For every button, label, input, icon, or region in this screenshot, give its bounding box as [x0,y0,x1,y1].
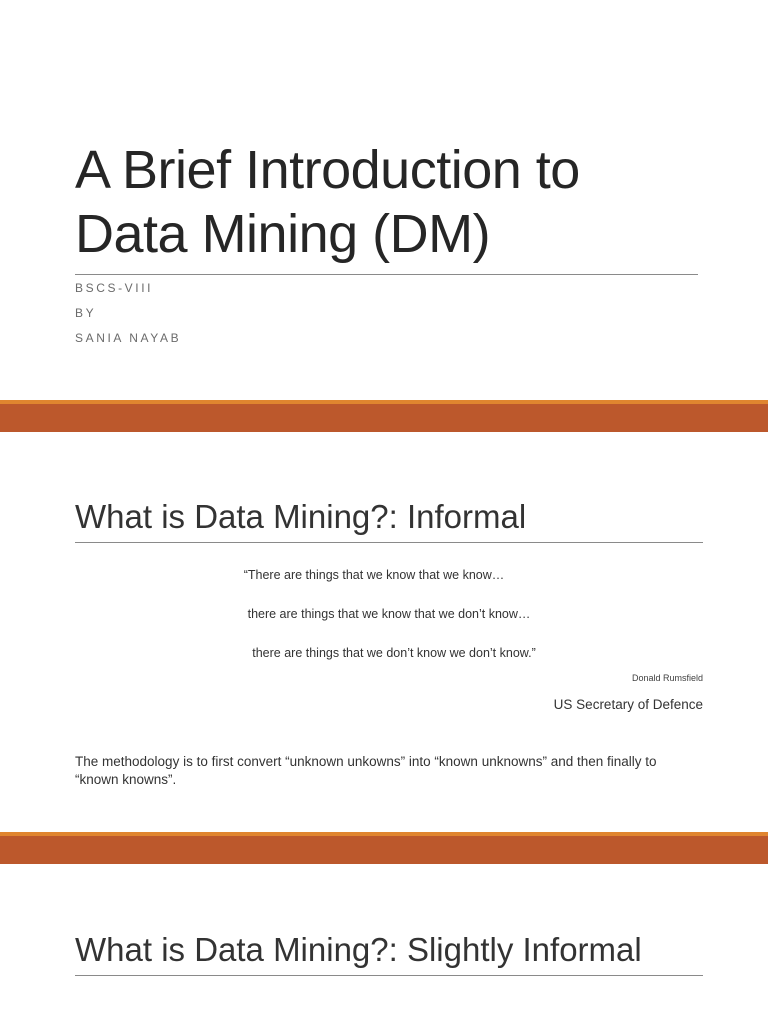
subtitle-by: BY [75,306,97,320]
separator-accent [0,400,768,404]
slide-heading: What is Data Mining?: Informal [75,498,527,535]
title-line-1: A Brief Introduction to [75,140,580,200]
slide-separator [0,832,768,864]
quote-attribution-name: Donald Rumsfield [631,673,703,683]
methodology-text: The methodology is to first convert “unknown unkowns” into “known unknowns” and then finally to “known knowns”. [75,754,657,787]
quote-line-2: there are things that we know that we don’t know… [247,607,531,621]
slide-separator [0,400,768,432]
quote-attribution-role: US Secretary of Defence [553,697,703,712]
subtitle-author: SANIA NAYAB [75,331,182,345]
slightly-informal-slide [0,864,768,1024]
quote-line-3: there are things that we don’t know we don’t know.” [252,646,536,660]
informal-definition-slide [0,432,768,832]
subtitle-course: BSCS-VIII [75,281,154,295]
title-line-2: Data Mining (DM) [75,204,491,264]
title-divider [75,274,698,275]
title-slide [0,0,768,400]
presentation-title [75,138,715,266]
slide-heading: What is Data Mining?: Slightly Informal [75,931,642,968]
separator-accent [0,832,768,836]
heading-divider [75,975,703,976]
heading-divider [75,542,703,543]
quote-line-1: “There are things that we know that we know… [243,568,505,582]
